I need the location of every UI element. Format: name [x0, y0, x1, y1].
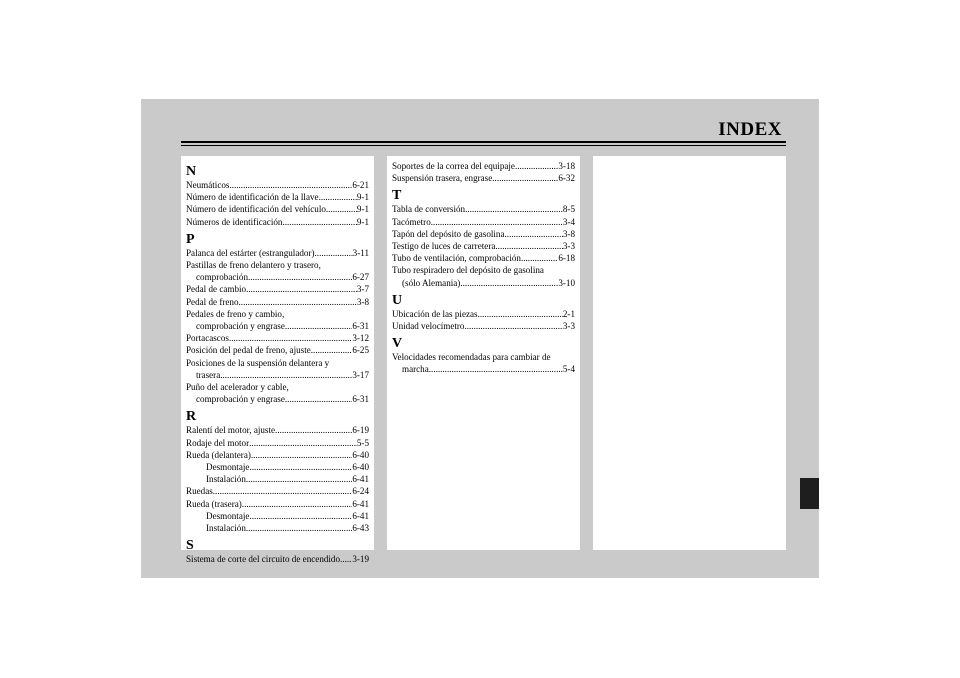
index-entry-text: Tubo respiradero del depósito de gasolina: [392, 265, 544, 276]
index-entry: [186, 271, 369, 283]
index-entry-text: Ralentí del motor, ajuste: [186, 425, 276, 436]
index-entry-text: (sólo Alemania): [402, 277, 461, 288]
index-entry-text: Posiciones de la suspensión delantera y: [186, 357, 330, 368]
index-entry: [392, 240, 575, 252]
index-entry: [186, 296, 369, 308]
index-entry: [186, 510, 369, 522]
index-entry: [186, 179, 369, 191]
index-leader-dots: [229, 179, 352, 191]
index-leader-dots: [319, 191, 357, 203]
index-entry: [186, 203, 369, 215]
index-page-ref: 6-19: [352, 425, 369, 436]
header-rule-thin: [181, 145, 786, 146]
index-page-ref: 6-32: [558, 173, 575, 184]
index-page-ref: 3-3: [562, 321, 575, 332]
index-entry: [392, 160, 575, 172]
index-page-ref: 3-17: [352, 369, 369, 380]
index-entry-text: Pedal de freno: [186, 296, 239, 307]
index-page-ref: 9-1: [356, 216, 369, 227]
index-leader-dots: [460, 277, 558, 289]
index-entry: [392, 363, 575, 375]
index-entry: [186, 424, 369, 436]
index-page-ref: 3-3: [562, 241, 575, 252]
index-entry: [392, 351, 575, 363]
index-entry: [186, 308, 369, 320]
index-entry-text: Neumáticos: [186, 180, 230, 190]
index-leader-dots: [246, 522, 352, 534]
index-entry: [186, 344, 369, 356]
index-entry-text: Rodaje del motor: [186, 437, 250, 448]
index-entry-text: Sistema de corte del circuito de encendido: [186, 554, 341, 565]
index-leader-dots: [492, 172, 558, 184]
index-entry: [392, 277, 575, 289]
index-letter-heading: U: [392, 292, 403, 308]
index-leader-dots: [315, 247, 353, 259]
index-page-ref: 3-19: [352, 554, 369, 565]
index-entry: [392, 172, 575, 184]
index-entry-text: Tubo de ventilación, comprobación: [392, 253, 521, 264]
index-page-ref: 3-11: [352, 247, 369, 258]
index-letter-heading: V: [392, 336, 403, 352]
index-entry-text: comprobación y engrase: [196, 321, 285, 332]
index-entry-text: Tabla de conversión: [392, 204, 466, 215]
index-leader-dots: [220, 369, 352, 381]
index-entry-text: Desmontaje: [206, 510, 250, 521]
index-column-3: [593, 156, 786, 550]
index-entry-text: Instalación: [206, 474, 246, 485]
chapter-tab: [800, 478, 819, 509]
index-leader-dots: [242, 498, 353, 510]
index-leader-dots: [431, 216, 563, 228]
index-page-ref: 6-41: [352, 498, 369, 509]
index-entry-text: Rueda (trasera): [186, 498, 242, 509]
index-entry-text: Ubicación de las piezas: [392, 308, 478, 319]
index-leader-dots: [521, 252, 558, 264]
index-entry-text: Posición del pedal de freno, ajuste: [186, 345, 311, 356]
index-leader-dots: [515, 160, 558, 172]
index-leader-dots: [505, 228, 563, 240]
index-entry: [186, 437, 369, 449]
index-entry-text: Número de identificación de la llave: [186, 192, 319, 203]
index-leader-dots: [229, 332, 352, 344]
index-entry-text: Testigo de luces de carretera: [392, 241, 496, 252]
index-leader-dots: [285, 320, 352, 332]
index-page-ref: 3-7: [356, 284, 369, 295]
index-letter-heading: S: [186, 538, 194, 554]
index-leader-dots: [465, 203, 563, 215]
index-entry: [186, 191, 369, 203]
index-entry-text: Pedales de freno y cambio,: [186, 308, 285, 319]
index-entry-text: Tapón del depósito de gasolina: [392, 228, 505, 239]
index-leader-dots: [246, 283, 357, 295]
index-entry-text: Números de identificación: [186, 216, 283, 227]
index-entry-text: Puño del acelerador y cable,: [186, 382, 289, 393]
index-page-ref: 5-4: [562, 364, 575, 375]
index-entry: [186, 381, 369, 393]
index-entry: [392, 320, 575, 332]
index-entry: [186, 522, 369, 534]
index-entry: [186, 357, 369, 369]
index-entry: [186, 461, 369, 473]
index-entry-text: Suspensión trasera, engrase: [392, 173, 493, 184]
index-entry-text: Soportes de la correa del equipaje: [392, 161, 515, 171]
index-column-1: [181, 156, 374, 565]
index-entry: [186, 369, 369, 381]
index-entry: [186, 247, 369, 259]
index-leader-dots: [429, 363, 563, 375]
index-entry-text: Ruedas: [186, 486, 213, 497]
index-entry: [392, 264, 575, 276]
index-entry-text: Palanca del estárter (estrangulador): [186, 247, 315, 258]
index-entry-text: Desmontaje: [206, 462, 250, 473]
index-leader-dots: [251, 449, 352, 461]
index-letter-heading: T: [392, 188, 402, 204]
index-entry: [186, 485, 369, 497]
page-title: INDEX: [718, 119, 782, 140]
index-leader-dots: [326, 203, 357, 215]
index-page-ref: 6-24: [352, 486, 369, 497]
index-page-ref: 6-40: [352, 449, 369, 460]
index-entry-text: trasera: [196, 369, 221, 380]
index-page-ref: 3-12: [352, 333, 369, 344]
index-page-ref: 3-8: [562, 228, 575, 239]
index-entry: [392, 228, 575, 240]
index-page-ref: 3-18: [558, 161, 575, 171]
index-entry-text: Pastillas de freno delantero y trasero,: [186, 260, 321, 271]
index-page-ref: 6-31: [352, 321, 369, 332]
index-leader-dots: [239, 296, 357, 308]
index-page-ref: 6-18: [558, 253, 575, 264]
index-entry: [186, 216, 369, 228]
index-page-ref: 5-5: [356, 437, 369, 448]
index-entry: [186, 449, 369, 461]
index-leader-dots: [478, 308, 563, 320]
index-leader-dots: [275, 424, 352, 436]
index-entry: [186, 553, 369, 565]
index-column-2: [387, 156, 580, 550]
index-page-ref: 6-41: [352, 510, 369, 521]
index-entry-text: Velocidades recomendadas para cambiar de: [392, 352, 551, 363]
index-entry-text: marcha: [402, 364, 429, 375]
index-page-ref: 6-25: [352, 345, 369, 356]
index-leader-dots: [249, 461, 352, 473]
index-page-ref: 6-27: [352, 272, 369, 283]
index-entry-text: Instalación: [206, 523, 246, 534]
index-entry-text: Rueda (delantera): [186, 449, 251, 460]
index-entry-text: Pedal de cambio: [186, 284, 247, 295]
index-leader-dots: [248, 271, 352, 283]
index-page-ref: 2-1: [562, 308, 575, 319]
index-page-ref: 6-41: [352, 474, 369, 485]
index-leader-dots: [285, 393, 352, 405]
index-page-ref: 9-1: [356, 192, 369, 203]
index-entry-text: Portacascos: [186, 333, 229, 344]
index-entry-text: Número de identificación del vehículo: [186, 204, 326, 215]
index-page-ref: 3-8: [356, 296, 369, 307]
header-rule: [181, 141, 786, 143]
index-leader-dots: [340, 553, 352, 565]
index-leader-dots: [495, 240, 562, 252]
index-entry: [186, 498, 369, 510]
index-entry: [186, 259, 369, 271]
index-entry: [392, 203, 575, 215]
index-leader-dots: [311, 344, 353, 356]
index-entry: [186, 393, 369, 405]
index-entry: [186, 320, 369, 332]
index-entry: [392, 216, 575, 228]
index-entry: [186, 332, 369, 344]
index-entry-text: Tacómetro: [392, 216, 431, 227]
index-entry: [392, 308, 575, 320]
index-entry: [186, 473, 369, 485]
index-page-ref: 6-40: [352, 462, 369, 473]
index-page-ref: 6-31: [352, 394, 369, 405]
index-letter-heading: P: [186, 231, 195, 247]
index-page-ref: 6-43: [352, 523, 369, 534]
index-entry-text: Unidad velocímetro: [392, 321, 465, 332]
index-leader-dots: [464, 320, 562, 332]
index-entry: [186, 283, 369, 295]
index-leader-dots: [249, 510, 352, 522]
page-sheet: [141, 99, 819, 578]
index-letter-heading: N: [186, 164, 197, 179]
index-leader-dots: [282, 216, 356, 228]
index-entry-text: comprobación y engrase: [196, 394, 285, 405]
index-page-ref: 3-10: [558, 277, 575, 288]
index-leader-dots: [213, 485, 353, 497]
index-page-ref: 6-21: [352, 180, 369, 190]
index-leader-dots: [246, 473, 352, 485]
index-page-ref: 8-5: [562, 204, 575, 215]
index-page-ref: 9-1: [356, 204, 369, 215]
index-page-ref: 3-4: [562, 216, 575, 227]
index-entry: [392, 252, 575, 264]
index-leader-dots: [249, 437, 357, 449]
index-letter-heading: R: [186, 409, 197, 425]
index-entry-text: comprobación: [196, 272, 249, 283]
